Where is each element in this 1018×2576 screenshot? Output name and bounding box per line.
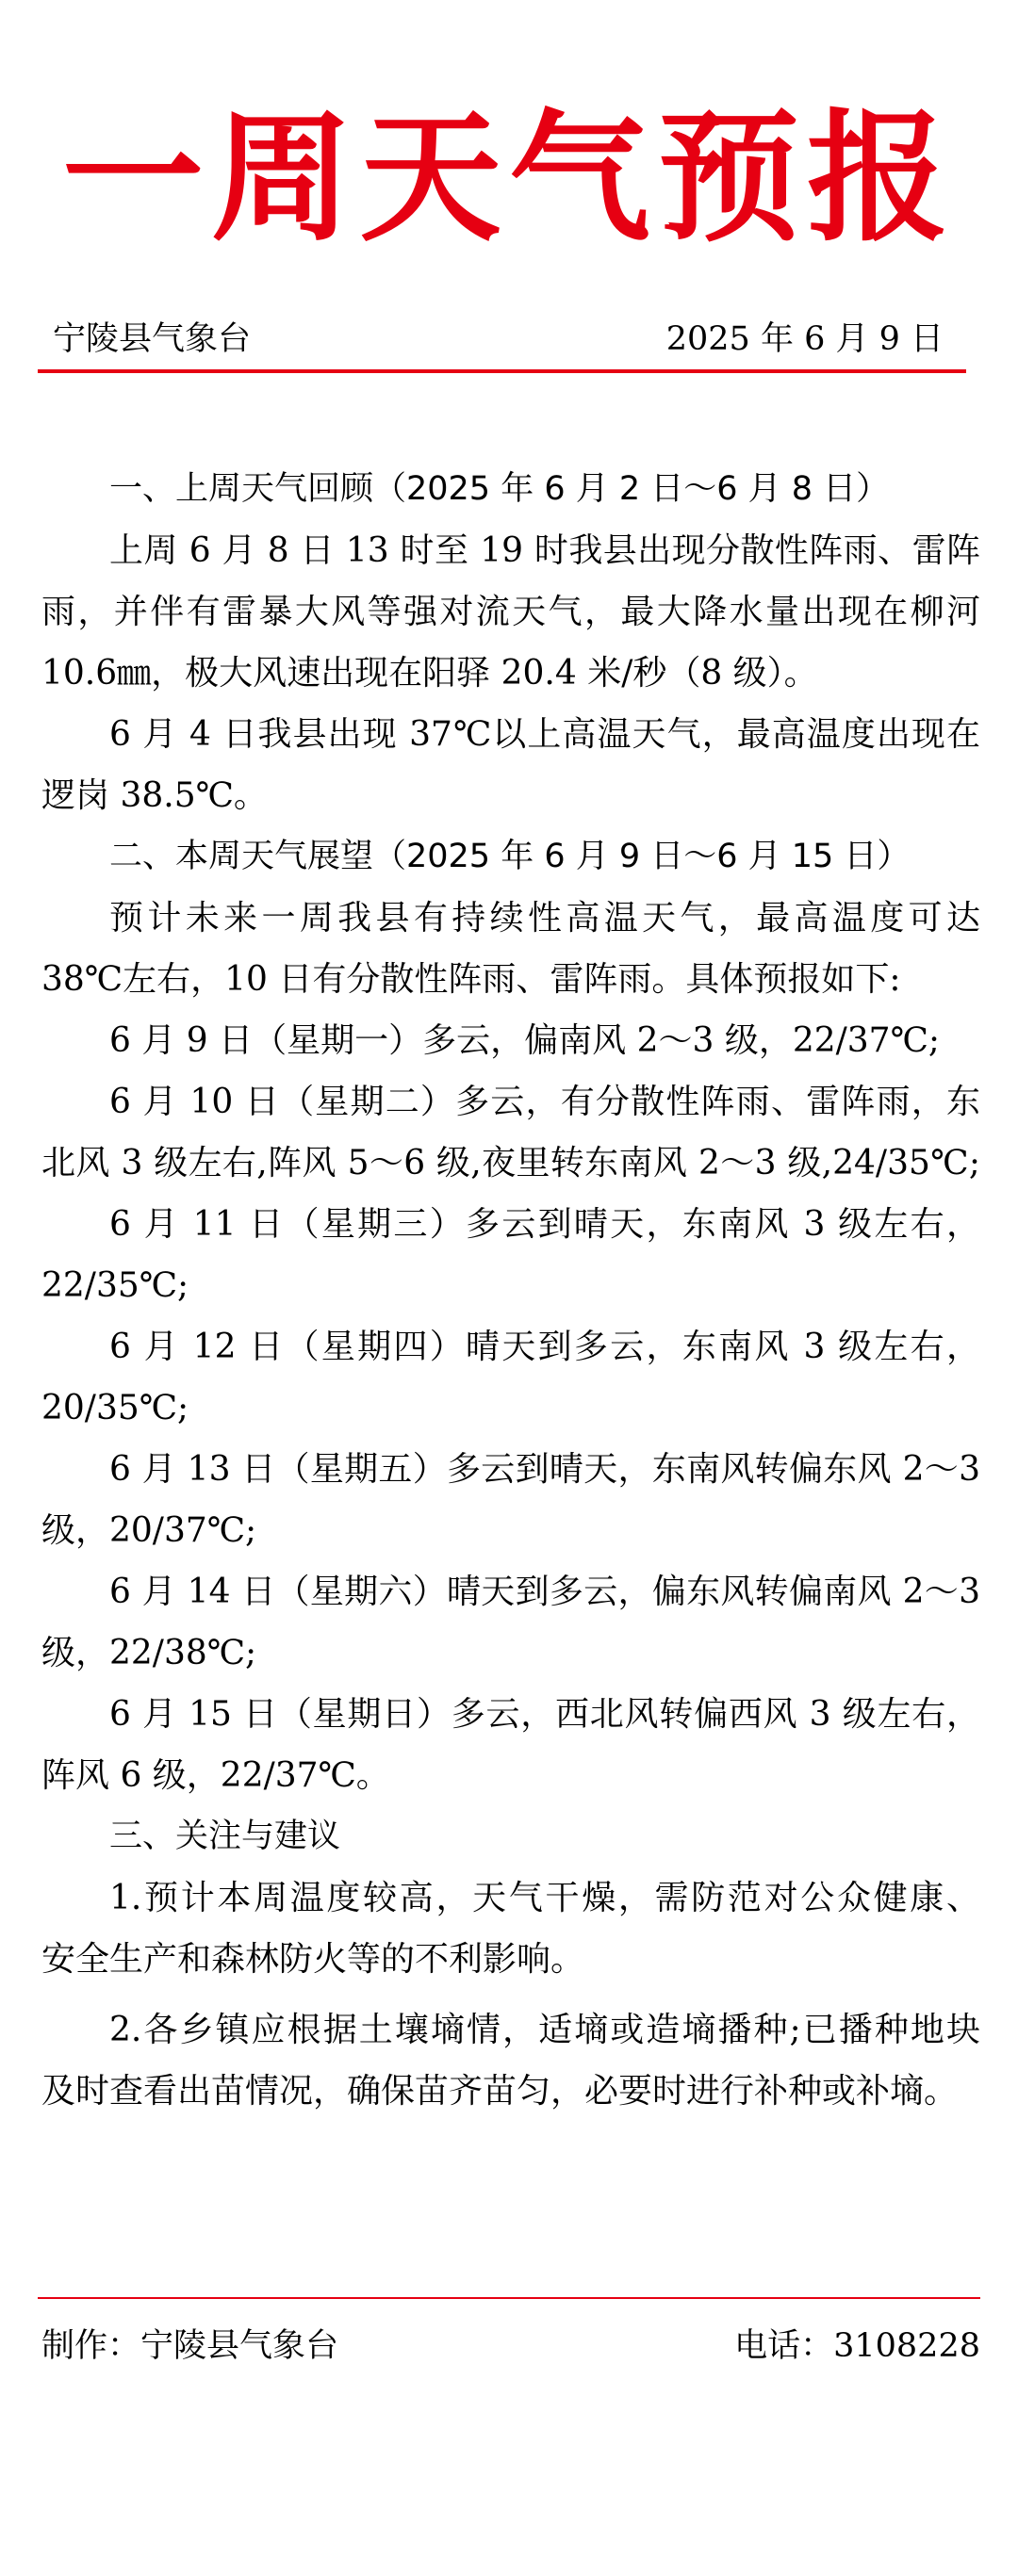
section-heading-review: 一、上周天气回顾（2025 年 6 月 2 日～6 月 8 日） bbox=[109, 470, 890, 508]
section-heading-outlook: 二、本周天气展望（2025 年 6 月 9 日～6 月 15 日） bbox=[109, 838, 911, 875]
issuer-name: 宁陵县气象台 bbox=[53, 320, 252, 358]
section-heading-advice: 三、关注与建议 bbox=[109, 1818, 341, 1855]
paragraph-line: 38℃左右，10 日有分散性阵雨、雷阵雨。具体预报如下: bbox=[41, 960, 901, 999]
paragraph-line: 安全生产和森林防火等的不利影响。 bbox=[41, 1940, 585, 1979]
paragraph-line: 10.6㎜，极大风速出现在阳驿 20.4 米/秒（8 级）。 bbox=[41, 654, 818, 693]
header-row bbox=[45, 313, 964, 366]
issue-date: 2025 年 6 月 9 日 bbox=[665, 320, 944, 358]
forecast-line: 6 月 11 日（星期三）多云到晴天，东南风 3 级左右， bbox=[109, 1205, 980, 1244]
paragraph-line: 雨，并伴有雷暴大风等强对流天气，最大降水量出现在柳河 bbox=[41, 593, 980, 631]
document-body bbox=[41, 459, 980, 2122]
paragraph-line: 预计未来一周我县有持续性高温天气，最高温度可达 bbox=[109, 899, 980, 937]
page-title: 一周天气预报 bbox=[61, 97, 956, 261]
forecast-line: 北风 3 级左右,阵风 5～6 级,夜里转东南风 2～3 级,24/35℃; bbox=[41, 1144, 980, 1182]
forecast-line: 级，20/37℃; bbox=[41, 1511, 257, 1550]
paragraph-line: 上周 6 月 8 日 13 时至 19 时我县出现分散性阵雨、雷阵 bbox=[109, 531, 980, 570]
phone-number: 电话：3108228 bbox=[734, 2327, 980, 2365]
forecast-line: 6 月 15 日（星期日）多云，西北风转偏西风 3 级左右， bbox=[109, 1695, 980, 1734]
forecast-line: 阵风 6 级，22/37℃。 bbox=[41, 1756, 390, 1795]
forecast-line: 6 月 10 日（星期二）多云，有分散性阵雨、雷阵雨，东 bbox=[109, 1083, 980, 1121]
footer-row bbox=[41, 2320, 980, 2372]
forecast-line: 6 月 14 日（星期六）晴天到多云，偏东风转偏南风 2～3 bbox=[109, 1573, 980, 1611]
forecast-line: 6 月 9 日（星期一）多云，偏南风 2～3 级，22/37℃; bbox=[109, 1021, 940, 1060]
paragraph-line: 2.各乡镇应根据土壤墒情，适墒或造墒播种;已播种地块 bbox=[109, 2011, 980, 2049]
footer-divider bbox=[38, 2297, 980, 2299]
forecast-line: 20/35℃; bbox=[41, 1389, 189, 1427]
header-divider bbox=[38, 369, 966, 373]
paragraph-line: 及时查看出苗情况，确保苗齐苗匀，必要时进行补种或补墒。 bbox=[41, 2072, 959, 2111]
forecast-line: 6 月 13 日（星期五）多云到晴天，东南风转偏东风 2～3 bbox=[109, 1450, 980, 1489]
forecast-line: 级，22/38℃; bbox=[41, 1634, 257, 1672]
producer-label: 制作：宁陵县气象台 bbox=[41, 2327, 339, 2365]
paragraph-line: 1.预计本周温度较高，天气干燥，需防范对公众健康、 bbox=[109, 1879, 980, 1917]
paragraph-gap bbox=[41, 1990, 980, 1999]
forecast-line: 22/35℃; bbox=[41, 1266, 189, 1305]
paragraph-line: 6 月 4 日我县出现 37℃以上高温天气，最高温度出现在 bbox=[109, 715, 980, 754]
forecast-line: 6 月 12 日（星期四）晴天到多云，东南风 3 级左右， bbox=[109, 1328, 980, 1366]
paragraph-line: 逻岗 38.5℃。 bbox=[41, 776, 268, 815]
